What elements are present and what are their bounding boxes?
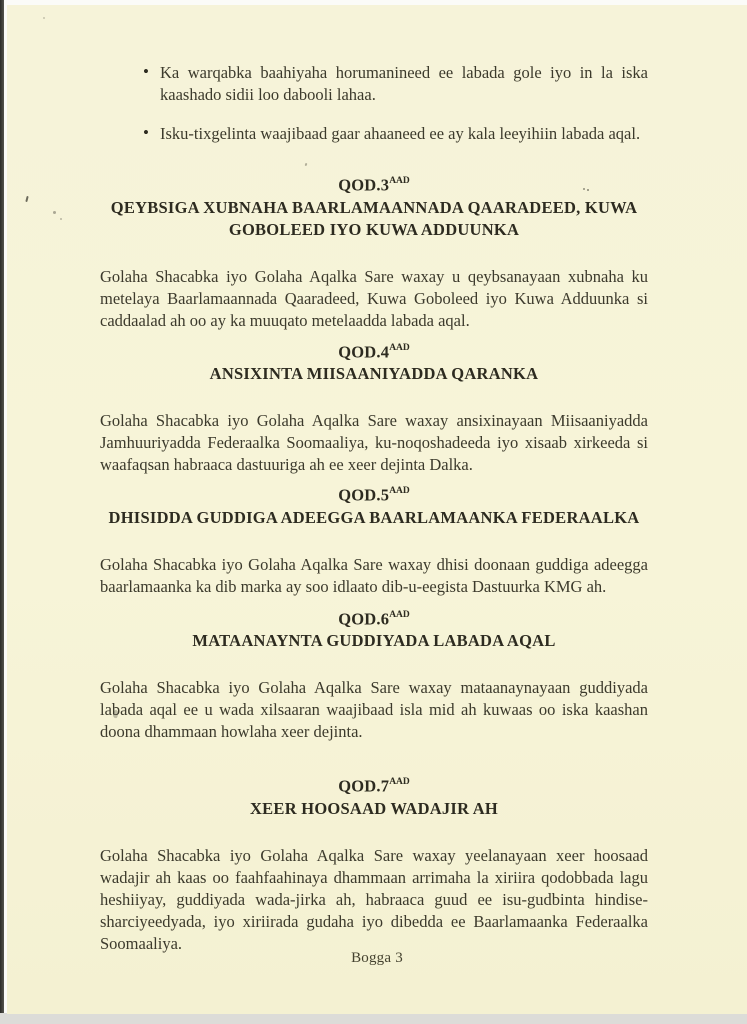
section-title: MATAANAYNTA GUDDIYADA LABADA AQAL <box>192 631 556 650</box>
section-paragraph: Golaha Shacabka iyo Golaha Aqalka Sare waxay mataanaynayaan guddiyada labada aqal ee u wada xilsaaran waajibaad isla mid ah kuwaas oo iska kaashan doona dhammaan howlaha xeer dejinta. <box>100 678 648 741</box>
bullet-text: Ka warqabka baahiyaha horumanineed ee labada gole iyo in la iska kaashado sidii loo dabooli lahaa. <box>160 63 648 104</box>
section-title: ANSIXINTA MIISAANIYADDA QARANKA <box>209 364 539 383</box>
section-title: DHISIDDA GUDDIGA ADEEGGA BAARLAMAANKA FEDERAALKA <box>108 507 640 527</box>
section-title: XEER HOOSAAD WADAJIR AH <box>250 798 498 818</box>
scan-artifact <box>53 211 56 214</box>
section-qod5 <box>100 481 648 598</box>
qod-suffix: AAD <box>389 777 410 787</box>
scan-artifact <box>583 188 585 190</box>
qod-label: QOD.7 <box>338 776 390 796</box>
bullet-text: Isku-tixgelinta waajibaad gaar ahaaneed ee ay kala leeyihiin labada aqal. <box>160 124 641 143</box>
bullet-list <box>100 62 648 145</box>
section-number <box>100 481 648 507</box>
qod-label: QOD.3 <box>338 175 390 195</box>
qod-label: QOD.4 <box>338 342 390 361</box>
scan-left-edge <box>0 0 4 1014</box>
qod-label: QOD.5 <box>338 485 390 505</box>
section-qod7 <box>100 772 648 955</box>
section-paragraph: Golaha Shacabka iyo Golaha Aqalka Sare waxay ansixinayaan Miisaaniyadda Jamhuuriyadda Federaalka Soomaaliya, ku-noqoshadeeda iyo xisaab xirkeeda si waafaqsan habraaca dastuuriga ah ee xeer dejinta Dalka. <box>100 411 648 474</box>
section-paragraph: Golaha Shacabka iyo Golaha Aqalka Sare waxay yeelanayaan xeer hoosaad wadajir ah kaas oo faahfaahinaya dhammaan arrimaha la xiriira qodobbada lagu heshiiyay, guddiyada wada-jirka ah, habraaca guud ee isu-gudbinta hindise-sharciyeedyada, iyo xiriirada gudaha iyo dibedda ee Baarlamaanka Federaalka Soomaaliya. <box>100 845 648 953</box>
qod-label: QOD.6 <box>338 609 390 628</box>
section-qod6 <box>100 605 648 744</box>
section-number <box>100 605 648 631</box>
qod-suffix: AAD <box>389 609 410 620</box>
section-paragraph: Golaha Shacabka iyo Golaha Aqalka Sare waxay dhisi doonaan guddiga adeegga baarlamaanka ka dib marka ay soo idlaato dib-u-eegista Dastuurka KMG ah. <box>100 554 648 596</box>
bullet-icon: • <box>143 62 149 81</box>
scan-artifact <box>60 218 62 220</box>
section-title: QEYBSIGA XUBNAHA BAARLAMAANNADA QAARADEED, KUWA GOBOLEED IYO KUWA ADDUUNKA <box>110 197 638 239</box>
bullet-icon: • <box>143 123 149 142</box>
document-page <box>7 5 747 1014</box>
scan-artifact <box>43 17 45 19</box>
bullet-item <box>100 62 648 106</box>
page-number: Bogga 3 <box>351 950 403 966</box>
qod-suffix: AAD <box>389 486 410 496</box>
scan-artifact <box>25 196 28 202</box>
section-number <box>100 772 648 798</box>
qod-suffix: AAD <box>389 176 410 186</box>
qod-suffix: AAD <box>389 342 410 353</box>
section-qod4 <box>100 338 648 477</box>
bullet-item <box>100 123 648 145</box>
section-number <box>100 171 648 197</box>
section-qod3 <box>100 171 648 332</box>
scan-artifact <box>305 163 308 167</box>
section-number <box>100 338 648 364</box>
section-paragraph: Golaha Shacabka iyo Golaha Aqalka Sare waxay u qeybsanayaan xubnaha ku metelaya Baarlamaannada Qaaradeed, Kuwa Goboleed iyo Kuwa Adduunka si caddaalad ah oo ay ka muuqato metelaadda labada aqal. <box>100 266 648 330</box>
scan-bottom-strip <box>0 1013 747 1024</box>
